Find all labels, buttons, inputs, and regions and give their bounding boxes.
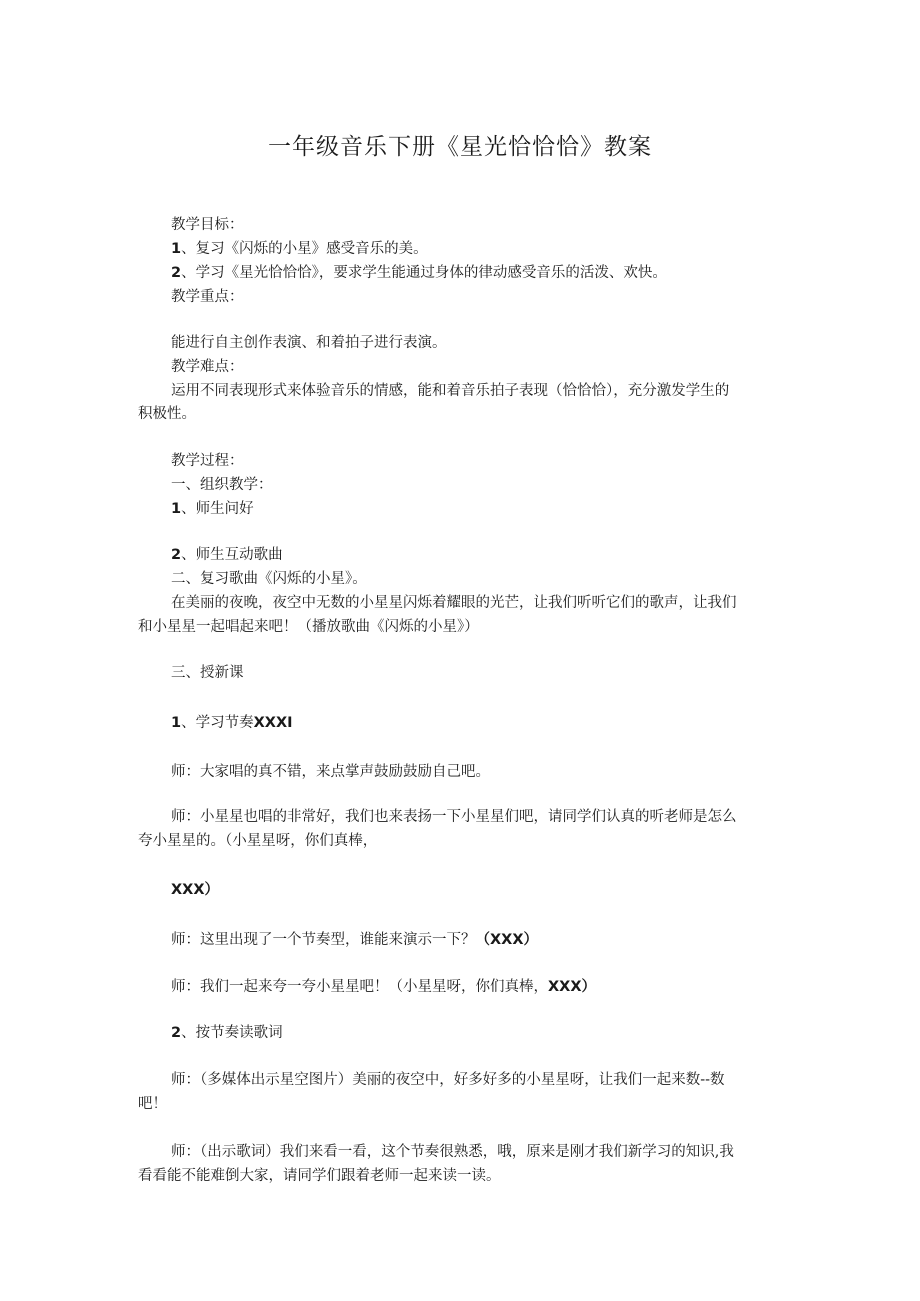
- objective-2: [171, 263, 667, 283]
- teacher-line-1: 师：大家唱的真不错，来点掌声鼓励鼓励自己吧。: [171, 764, 490, 780]
- teacher-line-2-part2: 夸小星星的。（小星星呀，你们真棒，: [138, 833, 378, 849]
- teacher-line-6-part1: 师：（出示歌词）我们来看一看，这个节奏很熟悉，哦，原来是刚才我们新学习的知识,我: [171, 1144, 734, 1160]
- section-3-item-2-text: 、按节奏读歌词: [181, 1025, 283, 1041]
- section-1-item-1: [171, 499, 254, 519]
- teacher-line-5-part1: 师：（多媒体出示星空图片）美丽的夜空中，好多好多的小星星呀，让我们一起来数--数: [171, 1072, 725, 1088]
- section-3-item-1-number: 1: [171, 715, 182, 731]
- objective-1-number: 1: [171, 241, 182, 257]
- section-1-item-1-text: 、师生问好: [181, 501, 254, 517]
- section-3-item-1-text: 、学习节奏: [181, 715, 254, 731]
- teacher-line-3-rhythm: （XXX）: [475, 932, 539, 948]
- section-3-item-2-number: 2: [171, 1025, 182, 1041]
- teacher-line-4-rhythm: XXX）: [548, 979, 597, 995]
- rhythm-code: XXXI: [253, 715, 293, 731]
- objectives-heading: 教学目标：: [171, 217, 244, 233]
- teacher-line-3: [171, 930, 538, 950]
- section-1-item-1-number: 1: [171, 501, 182, 517]
- teacher-line-3-text: 师：这里出现了一个节奏型，谁能来演示一下？: [171, 932, 476, 948]
- teacher-line-4-text: 师：我们一起来夸一夸小星星吧！（小星星呀，你们真棒，: [171, 979, 548, 995]
- objective-2-text: 、学习《星光恰恰恰》，要求学生能通过身体的律动感受音乐的活泼、欢快。: [181, 265, 667, 281]
- focus-text: 能进行自主创作表演、和着拍子进行表演。: [171, 335, 447, 351]
- section-1-heading: 一、组织教学：: [171, 477, 273, 493]
- difficulty-text-line1: 运用不同表现形式来体验音乐的情感，能和着音乐拍子表现（恰恰恰），充分激发学生的: [171, 383, 730, 399]
- section-2-paragraph-line1: 在美丽的夜晚，夜空中无数的小星星闪烁着耀眼的光芒，让我们听听它们的歌声，让我们: [171, 595, 737, 611]
- page-title: 一年级音乐下册《星光恰恰恰》教案: [268, 134, 652, 160]
- objective-1-text: 、复习《闪烁的小星》感受音乐的美。: [181, 241, 428, 257]
- objective-1: [171, 239, 428, 259]
- teacher-line-4: [171, 977, 596, 997]
- teacher-line-2-rhythm: XXX）: [171, 882, 220, 898]
- difficulty-heading: 教学难点：: [171, 359, 244, 375]
- section-1-item-2-text: 、师生互动歌曲: [181, 547, 283, 563]
- process-heading: 教学过程：: [171, 453, 244, 469]
- section-2-paragraph-line2: 和小星星一起唱起来吧！（播放歌曲《闪烁的小星》）: [138, 619, 479, 635]
- teacher-line-2-part1: 师：小星星也唱的非常好，我们也来表扬一下小星星们吧，请同学们认真的听老师是怎么: [171, 809, 737, 825]
- section-2-heading: 二、复习歌曲《闪烁的小星》。: [171, 571, 367, 587]
- section-3-heading: 三、授新课: [171, 665, 244, 681]
- difficulty-text-line2: 积极性。: [138, 406, 196, 422]
- section-3-item-2: [171, 1023, 283, 1043]
- section-3-item-1: [171, 713, 293, 733]
- teacher-line-5-part2: 吧！: [138, 1096, 167, 1112]
- section-1-item-2: [171, 545, 283, 565]
- teacher-line-6-part2: 看看能不能难倒大家，请同学们跟着老师一起来读一读。: [138, 1168, 501, 1184]
- objective-2-number: 2: [171, 265, 182, 281]
- focus-heading: 教学重点：: [171, 289, 244, 305]
- section-1-item-2-number: 2: [171, 547, 182, 563]
